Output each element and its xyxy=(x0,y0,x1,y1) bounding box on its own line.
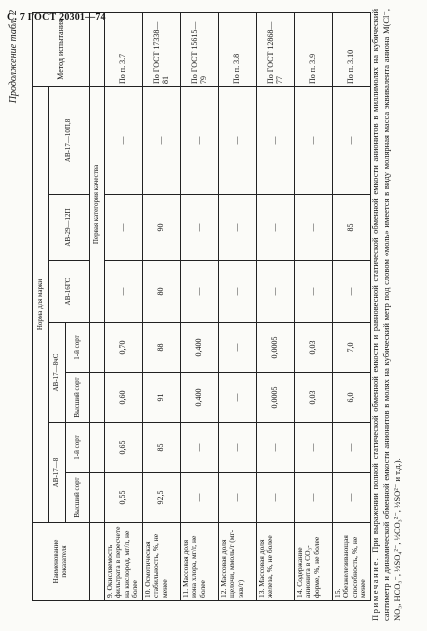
cell-value: 0,70 xyxy=(105,323,143,373)
table-row xyxy=(143,12,181,600)
cell-value: — xyxy=(333,423,371,473)
cell-value: — xyxy=(219,261,257,323)
table-row xyxy=(219,12,257,600)
row-name: 15. Обезжелезивающая способность, %, не менее xyxy=(333,523,371,601)
cell-value: — xyxy=(333,473,371,523)
cell-value: — xyxy=(105,86,143,194)
row-method: По п. 3.10 xyxy=(333,12,371,86)
cell-value: — xyxy=(219,86,257,194)
cell-value: 90 xyxy=(143,195,181,261)
cell-value: — xyxy=(219,195,257,261)
cell-value: 0,03 xyxy=(295,323,333,373)
header-av29-12p: АВ-29—12П xyxy=(49,195,90,261)
header-grade-higher: Высший сорт xyxy=(66,373,90,423)
cell-value: — xyxy=(333,261,371,323)
cell-value: 0,03 xyxy=(295,373,333,423)
row-name: 13. Массовая доля железа, %, не более xyxy=(257,523,295,601)
cell-value: 0,400 xyxy=(181,323,219,373)
row-method: По п. 3.7 xyxy=(105,12,143,86)
cell-value: 88 xyxy=(143,323,181,373)
table-caption: Продолжение табл. 2 xyxy=(8,10,19,104)
cell-value: — xyxy=(219,423,257,473)
category-label: Первая категория качества xyxy=(90,86,105,322)
cell-value: 0,65 xyxy=(105,423,143,473)
table-row xyxy=(257,12,295,600)
table-row xyxy=(105,12,143,600)
row-name: 11. Массовая доля иона хлора, мг/г, не более xyxy=(181,523,219,601)
table-row xyxy=(295,12,333,600)
note-text: При выражении полной статической обменной емкости и равновесной статической обменной емкости анионитов в миллимолях на кубический сантиметр и динамической обменной емкости анионитов в молях на кубический метр под словом «моль» имеется в виду молярная масса эквивалента аниона M(Cl⁻, NO₃, HCO₃⁻, ½SO₄²⁻, ½CO₃²⁻, ½SO²⁻ и т.д.). xyxy=(370,9,403,621)
row-name: 9. Окисляемость фильтрата в пересчете на кислород, мг/л, не более xyxy=(105,523,143,601)
header-grade-first: 1-й сорт xyxy=(66,423,90,473)
table-row xyxy=(333,12,371,600)
row-name: 10. Осмотическая стабильность, %, не менее xyxy=(143,523,181,601)
cell-value: — xyxy=(181,86,219,194)
cell-value: 0,0005 xyxy=(257,323,295,373)
data-table xyxy=(32,12,371,601)
header-av16gs: АВ-16ГС xyxy=(49,261,90,323)
cell-value: 85 xyxy=(333,195,371,261)
cell-value: — xyxy=(181,195,219,261)
row-method: По п. 3.8 xyxy=(219,12,257,86)
cell-value: — xyxy=(257,423,295,473)
cell-value: — xyxy=(333,86,371,194)
cell-value: 80 xyxy=(143,261,181,323)
cell-value: — xyxy=(257,195,295,261)
cell-value: — xyxy=(295,473,333,523)
header-method: Метод испытания xyxy=(33,12,90,86)
cell-value: — xyxy=(295,195,333,261)
cell-value: 91 xyxy=(143,373,181,423)
cell-value: — xyxy=(257,261,295,323)
cell-value: 6,0 xyxy=(333,373,371,423)
header-norma: Норма для марки xyxy=(33,86,49,522)
header-grade-first: 1-й сорт xyxy=(66,323,90,373)
cell-value: — xyxy=(219,473,257,523)
row-method: По ГОСТ 17338—81 xyxy=(143,12,181,86)
header-av17-8chs: АВ-17—8чС xyxy=(49,323,66,423)
cell-value: 0,55 xyxy=(105,473,143,523)
row-method: По ГОСТ 12868—77 xyxy=(257,12,295,86)
row-name: 12. Массовая доля щелочи, ммоль/г (мг-экв/г) xyxy=(219,523,257,601)
header-name: Наименование показателя xyxy=(33,523,90,601)
row-method: По ГОСТ 15615—79 xyxy=(181,12,219,86)
row-method: По п. 3.9 xyxy=(295,12,333,86)
cell-value: 0,0005 xyxy=(257,373,295,423)
cell-value: — xyxy=(181,473,219,523)
table-note xyxy=(370,9,403,621)
category-row xyxy=(90,12,105,600)
header-grade-higher: Высший сорт xyxy=(66,473,90,523)
cell-value: — xyxy=(295,423,333,473)
cell-value: — xyxy=(143,86,181,194)
cell-value: — xyxy=(181,261,219,323)
table-row xyxy=(181,12,219,600)
cell-value: 7,0 xyxy=(333,323,371,373)
cell-value: 85 xyxy=(143,423,181,473)
cell-value: — xyxy=(219,373,257,423)
cell-value: — xyxy=(219,323,257,373)
cell-value: — xyxy=(295,86,333,194)
cell-value: 92,5 xyxy=(143,473,181,523)
cell-value: — xyxy=(257,473,295,523)
cell-value: — xyxy=(181,423,219,473)
note-lead: Примечание. xyxy=(370,556,380,621)
cell-value: 0,400 xyxy=(181,373,219,423)
page-header: С. 7 ГОСТ 20301—74 xyxy=(7,12,106,23)
cell-value: — xyxy=(105,261,143,323)
cell-value: 0,60 xyxy=(105,373,143,423)
row-name: 14. Содержание анионита в CO₃-форме, %, не более xyxy=(295,523,333,601)
cell-value: — xyxy=(257,86,295,194)
cell-value: — xyxy=(105,195,143,261)
cell-value: — xyxy=(295,261,333,323)
header-av17-8: АВ-17—8 xyxy=(49,423,66,523)
header-av17-10p8: АВ-17—10П,8 xyxy=(49,86,90,194)
